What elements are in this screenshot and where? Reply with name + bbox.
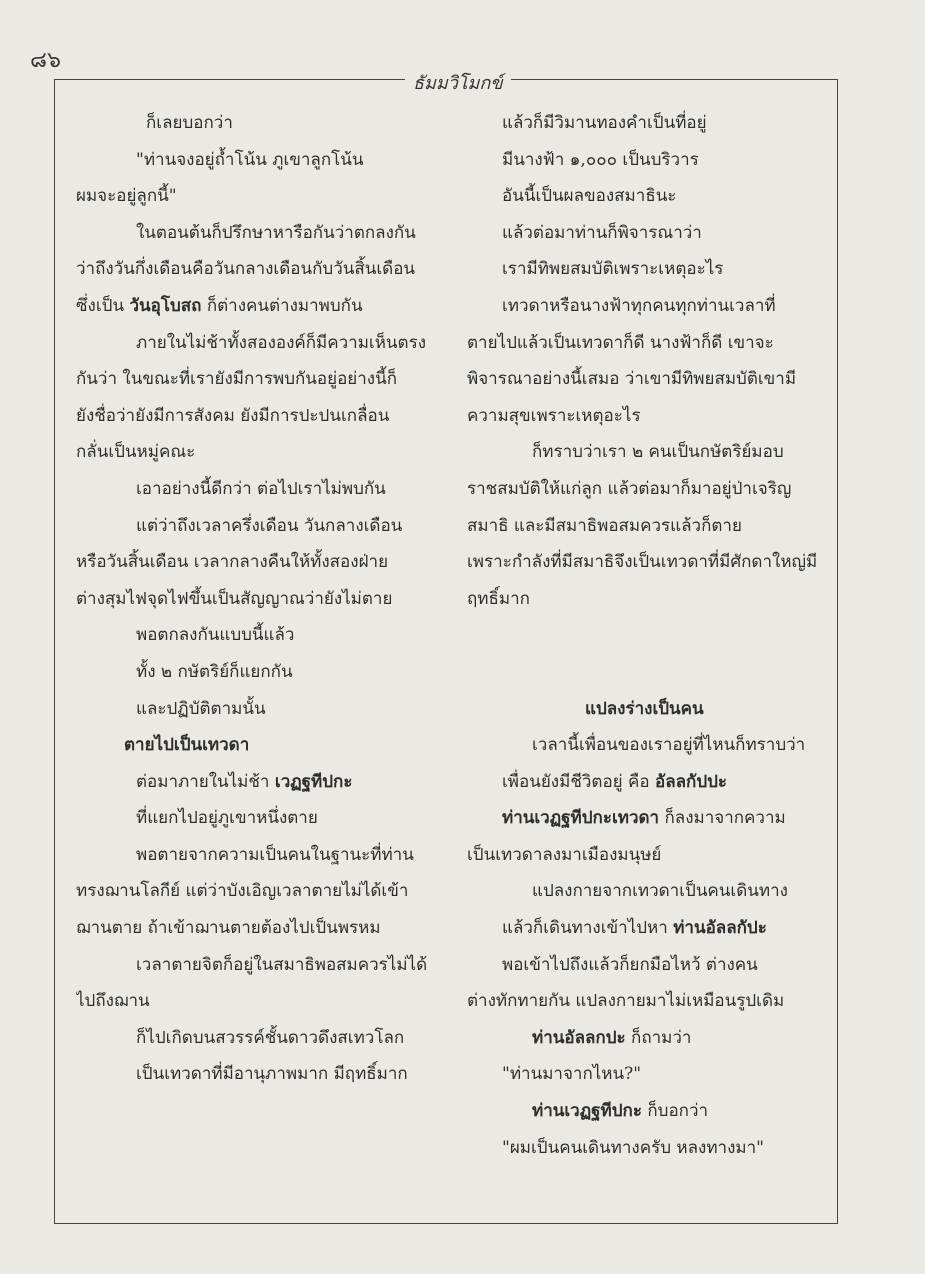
text-line: ก็ไปเกิดบนสวรรค์ชั้นดาวดึงสเทวโลก [136,1027,405,1048]
text-line: พอตายจากความเป็นคนในฐานะที่ท่าน [136,844,414,865]
text-line: ทั้ง ๒ กษัตริย์ก็แยกกัน [136,661,293,682]
emphasis-text: ท่านเวฏฐทีปกะเทวดา [502,808,660,829]
blank-line [467,617,833,654]
text-line: ต่างสุมไฟจุดไฟขึ้นเป็นสัญญาณว่ายังไม่ตาย [76,588,393,609]
text-line: ความสุขเพราะเหตุอะไร [467,405,641,426]
text-line: เป็นเทวดาที่มีอานุภาพมาก มีฤทธิ์มาก [136,1064,408,1085]
text-line: พอตกลงกันแบบนี้แล้ว [136,625,295,646]
emphasis-text: เวฏฐทีปกะ [274,771,353,792]
emphasis-text: อัลลกัปปะ [655,771,728,792]
running-header: ธัมมวิโมกข์ [405,68,511,97]
text-line: ที่แยกไปอยู่ภูเขาหนึ่งตาย [136,808,318,829]
text-line: ท่านเวฏฐทีปกะเทวดา ก็ลงมาจากความ [502,808,786,829]
text-line: ก็ทราบว่าเรา ๒ คนเป็นกษัตริย์มอบ [532,442,784,463]
text-line: ตายไปแล้วเป็นเทวดาก็ดี นางฟ้าก็ดี เขาจะ [467,332,774,353]
text-line: เพราะกำลังที่มีสมาธิจึงเป็นเทวดาที่มีศักดาใหญ่มี [467,552,818,573]
text-line: ฌานตาย ถ้าเข้าฌานตายต้องไปเป็นพรหม [76,918,381,939]
text-line: "ท่านมาจากไหน?" [502,1064,642,1085]
text-line: ท่านเวฏฐทีปกะ ก็บอกว่า [532,1101,709,1122]
text-line: สมาธิ และมีสมาธิพอสมควรแล้วก็ตาย [467,515,742,536]
text-line: แต่ว่าถึงเวลาครึ่งเดือน วันกลางเดือน [136,515,403,536]
emphasis-text: ท่านอัลลกปะ [532,1027,626,1048]
text-line: ซึ่งเป็น วันอุโบสถ ก็ต่างคนต่างมาพบกัน [76,295,363,316]
text-line: มีนางฟ้า ๑,๐๐๐ เป็นบริวาร [502,149,699,170]
text-line: กลั่นเป็นหมู่คณะ [76,442,196,463]
text-line: เวลานี้เพื่อนของเราอยู่ที่ไหนก็ทราบว่า [532,735,806,756]
text-line: เพื่อนยังมีชีวิตอยู่ คือ อัลลกัปปะ [502,771,728,792]
text-line: แปลงกายจากเทวดาเป็นคนเดินทาง [532,881,788,902]
text-line: ฤทธิ์มาก [467,588,530,609]
emphasis-text: ท่านเวฏฐทีปกะ [532,1101,642,1122]
text-line: "ท่านจงอยู่ถ้ำโน้น ภูเขาลูกโน้น [136,149,364,170]
text-line: หรือวันสิ้นเดือน เวลากลางคืนให้ทั้งสองฝ่าย [76,552,389,573]
text-line: เอาอย่างนี้ดีกว่า ต่อไปเราไม่พบกัน [136,478,386,499]
text-line: กันว่า ในขณะที่เรายังมีการพบกันอยู่อย่างนี้ก็ [76,369,397,390]
section-heading: ตายไปเป็นเทวดา [124,735,250,756]
text-line: เรามีทิพยสมบัติเพราะเหตุอะไร [502,259,724,280]
text-line: ต่อมาภายในไม่ช้า เวฏฐทีปกะ [136,771,353,792]
right-column [467,105,833,1166]
text-line: ก็เลยบอกว่า [146,113,233,133]
text-line: พอเข้าไปถึงแล้วก็ยกมือไหว้ ต่างคน [502,954,758,975]
text-line: แล้วก็เดินทางเข้าไปหา ท่านอัลลกัปะ [502,918,767,939]
text-line: เป็นเทวดาลงมาเมืองมนุษย์ [467,844,662,865]
blank-line [467,654,833,691]
section-heading: แปลงร่างเป็นคน [585,698,704,719]
text-line: ผมจะอยู่ลูกนี้" [76,186,177,207]
text-line: "ผมเป็นคนเดินทางครับ หลงทางมา" [502,1137,764,1158]
text-line: อันนี้เป็นผลของสมาธินะ [502,186,677,207]
text-line: ต่างทักทายกัน แปลงกายมาไม่เหมือนรูปเดิม [467,991,785,1012]
text-line: ในตอนต้นก็ปรึกษาหารือกันว่าตกลงกัน [136,222,416,243]
text-line: ราชสมบัติให้แก่ลูก แล้วต่อมาก็มาอยู่ป่าเจริญ [467,478,792,499]
text-line: พิจารณาอย่างนี้เสมอ ว่าเขามีทิพยสมบัติเขามี [467,369,797,390]
text-line: ภายในไม่ช้าทั้งสององค์ก็มีความเห็นตรง [136,332,427,353]
page-number: ๘๖ [30,48,61,73]
text-line: ท่านอัลลกปะ ก็ถามว่า [532,1027,692,1048]
text-line: เวลาตายจิตก็อยู่ในสมาธิพอสมควรไม่ได้ [136,954,428,975]
text-line: ว่าถึงวันกึ่งเดือนคือวันกลางเดือนกับวันสิ้นเดือน [76,259,416,280]
text-line: ทรงฌานโลกีย์ แต่ว่าบังเอิญเวลาตายไม่ได้เข้า [76,881,409,902]
text-line: แล้วก็มีวิมานทองคำเป็นที่อยู่ [502,113,707,133]
text-line: ยังชื่อว่ายังมีการสังคม ยังมีการปะปนเกลื่อน [76,405,390,426]
text-line: ไปถึงฌาน [76,991,150,1012]
left-column [76,105,440,1093]
text-line: เทวดาหรือนางฟ้าทุกคนทุกท่านเวลาที่ [502,295,776,316]
emphasis-text: ท่านอัลลกัปะ [673,918,767,939]
text-line: และปฏิบัติตามนั้น [136,698,266,719]
emphasis-text: วันอุโบสถ [129,295,202,316]
text-line: แล้วต่อมาท่านก็พิจารณาว่า [502,222,702,243]
